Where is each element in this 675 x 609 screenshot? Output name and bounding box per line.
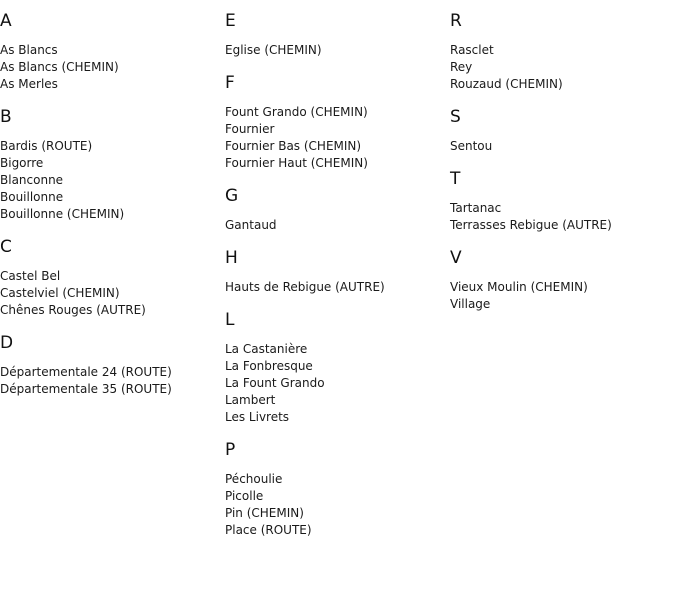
street-link[interactable]: La Castanière [225, 342, 308, 356]
index-column-3 [450, 0, 675, 313]
letter-heading: D [0, 333, 14, 353]
letter-group-l [225, 310, 450, 426]
letter-group-t [450, 169, 675, 234]
letter-group-b [0, 107, 225, 223]
letter-group-c [0, 237, 225, 319]
street-link[interactable]: Bouillonne [0, 190, 64, 204]
street-link[interactable]: Rasclet [450, 43, 494, 57]
street-link[interactable]: Terrasses Rebigue (AUTRE) [450, 218, 612, 232]
letter-heading: R [450, 11, 462, 31]
street-link[interactable]: Rouzaud (CHEMIN) [450, 77, 563, 91]
street-list [0, 268, 225, 319]
street-link[interactable]: Fournier Haut (CHEMIN) [225, 156, 368, 170]
letter-heading: P [225, 440, 236, 460]
letter-group-g [225, 186, 450, 234]
street-list [225, 471, 450, 539]
street-list [0, 138, 225, 223]
street-list [225, 42, 450, 59]
street-link[interactable]: Place (ROUTE) [225, 523, 312, 537]
street-link[interactable]: Eglise (CHEMIN) [225, 43, 322, 57]
street-link[interactable]: La Fount Grando [225, 376, 325, 390]
letter-group-f [225, 73, 450, 172]
street-link[interactable]: Blanconne [0, 173, 64, 187]
letter-group-v [450, 248, 675, 313]
letter-heading: L [225, 310, 235, 330]
letter-heading: C [0, 237, 12, 257]
street-link[interactable]: Pin (CHEMIN) [225, 506, 304, 520]
letter-heading: A [0, 11, 12, 31]
street-list [225, 104, 450, 172]
street-link[interactable]: As Merles [0, 77, 58, 91]
letter-heading: G [225, 186, 239, 206]
letter-group-a [0, 11, 225, 93]
index-column-2 [225, 0, 450, 539]
street-link[interactable]: Chênes Rouges (AUTRE) [0, 303, 146, 317]
street-link[interactable]: Hauts de Rebigue (AUTRE) [225, 280, 385, 294]
letter-heading: E [225, 11, 236, 31]
street-link[interactable]: Départementale 35 (ROUTE) [0, 382, 172, 396]
street-list [450, 42, 675, 93]
street-link[interactable]: Les Livrets [225, 410, 290, 424]
street-link[interactable]: Bardis (ROUTE) [0, 139, 93, 153]
letter-group-p [225, 440, 450, 539]
street-list [225, 217, 450, 234]
street-link[interactable]: Sentou [450, 139, 493, 153]
letter-group-h [225, 248, 450, 296]
letter-heading: T [450, 169, 461, 189]
street-list [450, 279, 675, 313]
letter-group-s [450, 107, 675, 155]
street-link[interactable]: Fournier Bas (CHEMIN) [225, 139, 362, 153]
street-link[interactable]: Fount Grando (CHEMIN) [225, 105, 368, 119]
street-link[interactable]: Rey [450, 60, 473, 74]
street-link[interactable]: Bouillonne (CHEMIN) [0, 207, 125, 221]
letter-heading: V [450, 248, 462, 268]
street-link[interactable]: Castel Bel [0, 269, 61, 283]
street-list [225, 341, 450, 426]
letter-group-r [450, 11, 675, 93]
letter-heading: S [450, 107, 461, 127]
letter-heading: B [0, 107, 12, 127]
street-list [0, 42, 225, 93]
street-link[interactable]: Picolle [225, 489, 264, 503]
street-link[interactable]: Fournier [225, 122, 275, 136]
street-link[interactable]: As Blancs (CHEMIN) [0, 60, 119, 74]
street-link[interactable]: Village [450, 297, 491, 311]
street-list [0, 364, 225, 398]
index-column-1 [0, 0, 225, 398]
street-list [450, 138, 675, 155]
letter-heading: F [225, 73, 235, 93]
street-list [225, 279, 450, 296]
letter-group-d [0, 333, 225, 398]
street-link[interactable]: Péchoulie [225, 472, 283, 486]
street-link[interactable]: Lambert [225, 393, 276, 407]
letter-group-e [225, 11, 450, 59]
street-link[interactable]: Gantaud [225, 218, 277, 232]
letter-heading: H [225, 248, 238, 268]
street-link[interactable]: Vieux Moulin (CHEMIN) [450, 280, 588, 294]
street-link[interactable]: As Blancs [0, 43, 58, 57]
street-link[interactable]: Bigorre [0, 156, 44, 170]
street-link[interactable]: Tartanac [450, 201, 502, 215]
street-link[interactable]: Castelviel (CHEMIN) [0, 286, 120, 300]
street-list [450, 200, 675, 234]
street-link[interactable]: La Fonbresque [225, 359, 313, 373]
street-link[interactable]: Départementale 24 (ROUTE) [0, 365, 172, 379]
